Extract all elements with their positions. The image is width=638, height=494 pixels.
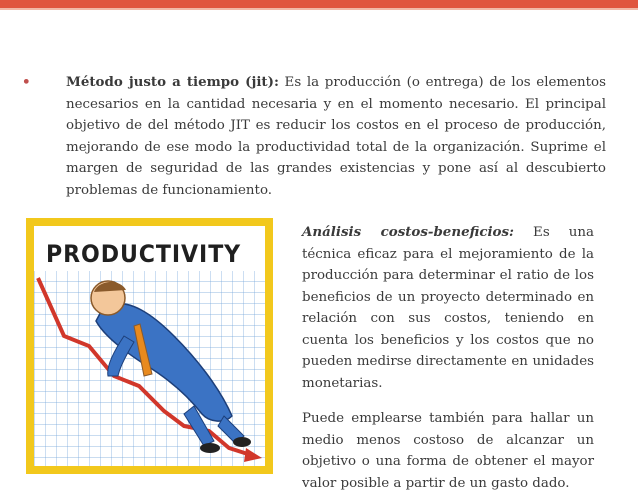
bullet-jit-heading: Método justo a tiempo (jit):	[66, 74, 279, 90]
analysis-second-paragraph: Puede emplearse también para hallar un medio menos costoso de alcanzar un objetivo o una forma de obtener el mayor valor posible a partir de un gasto dado.	[302, 411, 594, 491]
productivity-image-canvas	[34, 226, 265, 466]
analysis-heading: Análisis costos-beneficios:	[302, 224, 514, 240]
slide	[0, 10, 638, 491]
bullet-marker: •	[22, 74, 31, 90]
analysis-block	[302, 222, 594, 494]
productivity-image	[26, 218, 273, 474]
top-accent-bar	[0, 0, 638, 8]
productivity-word: PRODUCTIVITY	[46, 240, 242, 268]
analysis-paragraph	[302, 222, 594, 394]
analysis-body: Es una técnica eficaz para el mejoramiento de la producción para determinar el ratio de los beneficios de un proyecto determinado en relación con sus costos, teniendo en cuenta los beneficios y los costos que no pueden medirse directamente en unidades monetarias.	[302, 225, 594, 391]
bullet-jit-body: Es la producción (o entrega) de los elementos necesarios en la cantidad necesaria y en el momento necesario. El principal objetivo de del método JIT es reducir los costos en el proceso de producción, mejorando de ese modo la productividad total de la organización. Suprime el margen de seguridad de las grandes existencias y pone así al descubierto problemas de funcionamiento.	[66, 75, 606, 198]
bullet-jit	[22, 72, 606, 201]
bullet-jit-text	[66, 72, 606, 201]
paragraph-gap	[302, 394, 594, 408]
